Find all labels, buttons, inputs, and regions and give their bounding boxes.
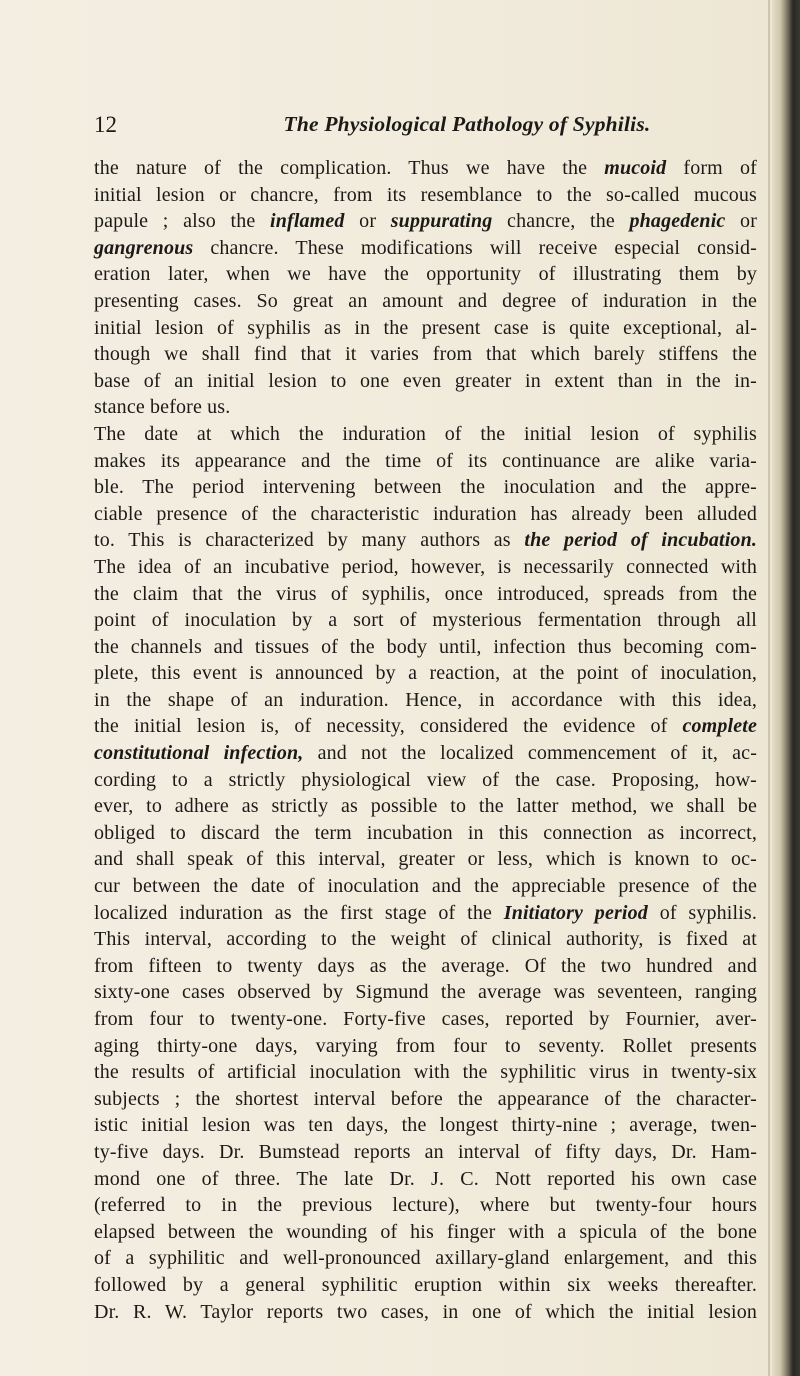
text-run: chancre, the bbox=[492, 210, 630, 233]
text-run: ble. The period intervening between the inoculation and the appre- bbox=[94, 476, 757, 499]
text-run: base of an initial lesion to one even greater in extent than in the in- bbox=[94, 369, 757, 392]
text-line bbox=[94, 873, 757, 900]
italic-term: suppurating bbox=[390, 210, 493, 233]
text-run: initial lesion of syphilis as in the present case is quite exceptional, al- bbox=[94, 316, 757, 339]
text-line bbox=[94, 394, 757, 421]
text-line bbox=[94, 767, 757, 794]
text-run: from four to twenty-one. Forty-five cases, reported by Fournier, aver- bbox=[94, 1008, 757, 1030]
text-run: stance before us. bbox=[94, 396, 231, 419]
text-run: presenting cases. So great an amount and degree of induration in the bbox=[94, 289, 757, 312]
italic-term: the period of incubation. bbox=[524, 529, 757, 552]
text-line bbox=[94, 900, 757, 927]
text-line bbox=[94, 527, 757, 554]
text-run: istic initial lesion was ten days, the longest thirty-nine ; average, twen- bbox=[94, 1114, 757, 1137]
text-run: and not the localized commencement of it, ac- bbox=[303, 742, 758, 765]
text-run: point of inoculation by a sort of mysterious fermentation through all bbox=[94, 609, 757, 632]
text-run: This interval, according to the weight of clinical authority, is fixed at bbox=[94, 928, 757, 951]
text-run: mond one of three. The late Dr. J. C. Nott reported his own case bbox=[94, 1167, 757, 1190]
text-run: the channels and tissues of the body until, infection thus becoming com- bbox=[94, 635, 757, 658]
text-line bbox=[94, 288, 757, 315]
text-line bbox=[94, 607, 757, 634]
italic-term: mucoid bbox=[604, 157, 667, 179]
text-line bbox=[94, 820, 757, 847]
text-line bbox=[94, 421, 757, 448]
text-run: cording to a strictly physiological view of the case. Proposing, how- bbox=[94, 768, 757, 791]
text-run: obliged to discard the term incubation in this connection as incorrect, bbox=[94, 821, 757, 844]
text-run: Dr. R. W. Taylor reports two cases, in one of which the initial lesion bbox=[94, 1300, 757, 1323]
italic-term: inflamed bbox=[270, 210, 345, 233]
text-line bbox=[94, 315, 757, 342]
italic-term: gangrenous bbox=[94, 236, 194, 259]
text-run: ever, to adhere as strictly as possible to the latter method, we shall be bbox=[94, 795, 757, 818]
text-run: the nature of the complication. Thus we have the bbox=[94, 157, 605, 179]
text-run: or bbox=[344, 210, 391, 233]
text-line bbox=[94, 687, 757, 714]
text-line bbox=[94, 740, 757, 767]
text-line bbox=[94, 448, 757, 475]
text-run: though we shall find that it varies from that which barely stiffens the bbox=[94, 343, 757, 366]
text-run: to. This is characterized by many authors as bbox=[94, 529, 525, 552]
book-gutter bbox=[772, 0, 800, 1376]
text-run: in the shape of an induration. Hence, in accordance with this idea, bbox=[94, 688, 757, 711]
text-run: sixty-one cases observed by Sigmund the average was seventeen, ranging bbox=[94, 981, 757, 1004]
text-run: papule ; also the bbox=[94, 210, 271, 233]
text-line bbox=[94, 793, 757, 820]
text-run: of syphilis. bbox=[647, 901, 757, 924]
text-line bbox=[94, 581, 757, 608]
text-line bbox=[94, 261, 757, 288]
text-line bbox=[94, 474, 757, 501]
body-text bbox=[94, 155, 757, 1325]
text-run: from fifteen to twenty days as the average. Of the two hundred and bbox=[94, 954, 757, 977]
text-run: chancre. These modifications will receive especial consid- bbox=[193, 236, 757, 259]
text-run: cur between the date of inoculation and the appreciable presence of the bbox=[94, 875, 757, 898]
text-line bbox=[94, 1059, 757, 1086]
text-line bbox=[94, 634, 757, 661]
gutter-shadow-line bbox=[768, 0, 770, 1376]
text-line bbox=[94, 979, 757, 1006]
text-line bbox=[94, 1245, 757, 1272]
text-run: eration later, when we have the opportunity of illustrating them by bbox=[94, 263, 757, 286]
text-line bbox=[94, 182, 757, 209]
italic-term: constitutional infection, bbox=[94, 742, 304, 765]
italic-term: complete bbox=[682, 715, 757, 738]
text-run: subjects ; the shortest interval before the appearance of the character- bbox=[94, 1087, 757, 1110]
text-line bbox=[94, 235, 757, 262]
text-run: localized induration as the first stage of the bbox=[94, 901, 504, 924]
text-line bbox=[94, 926, 757, 953]
text-run: makes its appearance and the time of its continuance are alike varia- bbox=[94, 449, 757, 472]
text-line bbox=[94, 208, 757, 235]
text-line bbox=[94, 846, 757, 873]
text-line bbox=[94, 155, 757, 182]
text-line bbox=[94, 1086, 757, 1113]
running-head bbox=[94, 112, 754, 140]
text-run: ty-five days. Dr. Bumstead reports an interval of fifty days, Dr. Ham- bbox=[94, 1140, 757, 1163]
text-line bbox=[94, 1139, 757, 1166]
italic-term: phagedenic bbox=[629, 210, 726, 233]
text-line bbox=[94, 501, 757, 528]
text-line bbox=[94, 1033, 757, 1060]
text-run: plete, this event is announced by a reaction, at the point of inoculation, bbox=[94, 662, 757, 685]
text-line bbox=[94, 1112, 757, 1139]
text-run: The idea of an incubative period, however, is necessarily connected with bbox=[94, 555, 757, 578]
text-run: the initial lesion is, of necessity, considered the evidence of bbox=[94, 715, 683, 738]
header-title: The Physiological Pathology of Syphilis. bbox=[283, 112, 651, 136]
text-line bbox=[94, 1192, 757, 1219]
text-line bbox=[94, 1299, 757, 1326]
text-line bbox=[94, 368, 757, 395]
text-run: followed by a general syphilitic eruption within six weeks thereafter. bbox=[94, 1273, 757, 1296]
text-run: ciable presence of the characteristic induration has already been alluded bbox=[94, 502, 757, 525]
text-line bbox=[94, 660, 757, 687]
text-run: (referred to in the previous lecture), where but twenty-four hours bbox=[94, 1194, 757, 1217]
text-run: The date at which the induration of the initial lesion of syphilis bbox=[94, 422, 757, 445]
text-line bbox=[94, 1166, 757, 1193]
text-run: of a syphilitic and well-pronounced axillary-gland enlargement, and this bbox=[94, 1247, 757, 1270]
text-run: aging thirty-one days, varying from four to seventy. Rollet presents bbox=[94, 1034, 757, 1057]
text-line bbox=[94, 1272, 757, 1299]
text-line bbox=[94, 953, 757, 980]
text-line bbox=[94, 341, 757, 368]
text-run: the claim that the virus of syphilis, once introduced, spreads from the bbox=[94, 582, 757, 605]
text-line bbox=[94, 1219, 757, 1246]
text-run: form of bbox=[666, 157, 757, 179]
text-run: elapsed between the wounding of his finger with a spicula of the bone bbox=[94, 1220, 757, 1243]
text-run: the results of artificial inoculation with the syphilitic virus in twenty-six bbox=[94, 1061, 757, 1084]
page-number: 12 bbox=[94, 112, 117, 137]
italic-term: Initiatory period bbox=[503, 901, 648, 924]
text-line bbox=[94, 554, 757, 581]
text-line bbox=[94, 713, 757, 740]
text-run: initial lesion or chancre, from its resemblance to the so-called mucous bbox=[94, 183, 757, 206]
text-line bbox=[94, 1006, 757, 1033]
text-run: or bbox=[725, 210, 757, 233]
text-run: and shall speak of this interval, greater or less, which is known to oc- bbox=[94, 848, 757, 871]
